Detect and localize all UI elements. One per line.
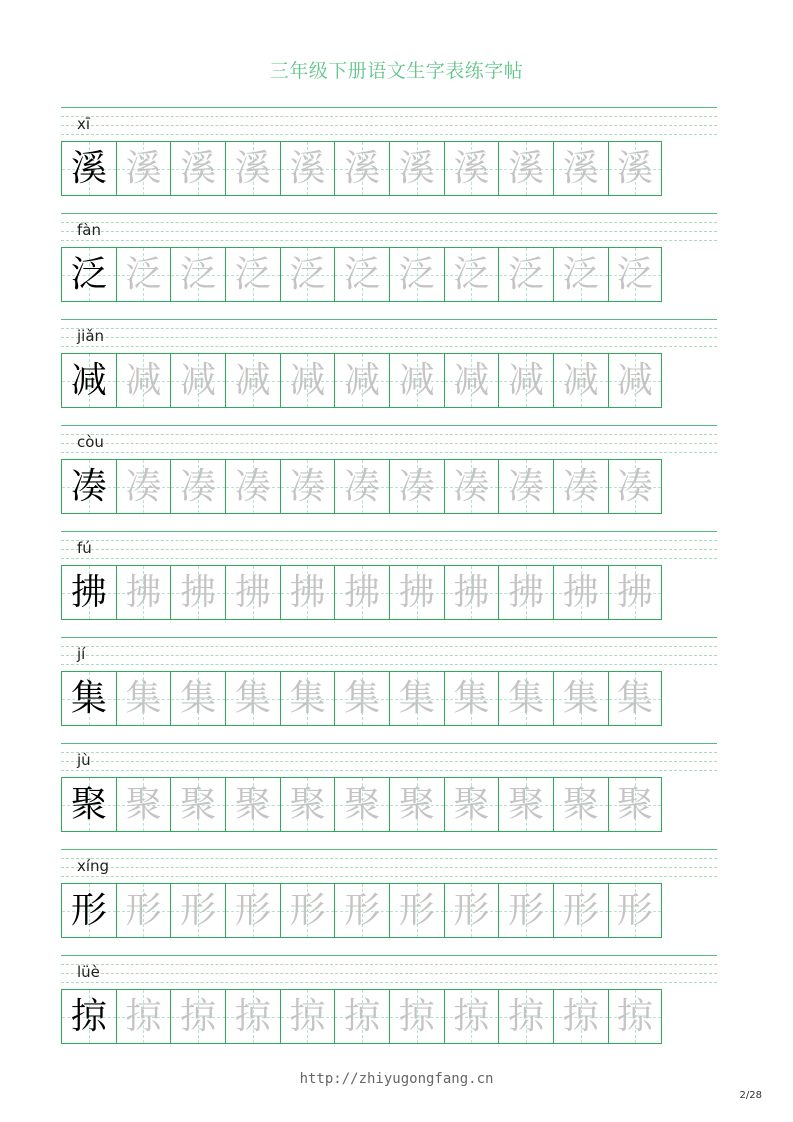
trace-character-cell	[444, 989, 499, 1044]
trace-character: 减	[344, 359, 381, 401]
trace-character-cell	[553, 671, 608, 726]
trace-character: 拂	[453, 571, 490, 613]
trace-character-cell	[116, 141, 171, 196]
trace-character: 泛	[453, 253, 490, 295]
trace-character-cell	[389, 459, 444, 514]
trace-character-cell	[444, 459, 499, 514]
pinyin-guide-line	[61, 531, 717, 532]
trace-character: 溪	[453, 147, 490, 189]
trace-character-cell	[170, 989, 225, 1044]
model-character: 泛	[70, 253, 107, 295]
practice-sheet	[61, 107, 717, 1061]
practice-row	[61, 955, 717, 1061]
footer-url: http://zhiyugongfang.cn	[299, 1071, 494, 1087]
trace-character: 集	[398, 677, 435, 719]
pinyin-guide-line	[61, 637, 717, 638]
pinyin-guide-line	[61, 549, 717, 550]
model-character-cell	[61, 989, 116, 1044]
pinyin-label: fàn	[77, 221, 101, 239]
trace-character: 集	[234, 677, 271, 719]
trace-character-cell	[116, 247, 171, 302]
trace-character-cell	[116, 883, 171, 938]
trace-character: 聚	[344, 783, 381, 825]
trace-character: 聚	[616, 783, 653, 825]
trace-character: 拂	[180, 571, 217, 613]
trace-character: 集	[453, 677, 490, 719]
trace-character: 掠	[344, 995, 381, 1037]
model-character-cell	[61, 459, 116, 514]
trace-character-cell	[116, 353, 171, 408]
trace-character-cell	[553, 883, 608, 938]
pinyin-guide-line	[61, 134, 717, 135]
trace-character-cell	[170, 353, 225, 408]
model-character: 溪	[70, 147, 107, 189]
trace-character-cell	[225, 777, 280, 832]
trace-character-cell	[116, 459, 171, 514]
trace-character: 形	[344, 889, 381, 931]
trace-character-cell	[170, 565, 225, 620]
pinyin-guide-line	[61, 849, 717, 850]
pinyin-guide-line	[61, 425, 717, 426]
model-character: 形	[70, 889, 107, 931]
pinyin-guide-line	[61, 964, 717, 965]
pinyin-band	[61, 425, 717, 458]
trace-character-cell	[608, 671, 663, 726]
trace-character: 聚	[508, 783, 545, 825]
trace-character: 减	[616, 359, 653, 401]
pinyin-label: jù	[77, 751, 91, 769]
practice-row	[61, 213, 717, 319]
trace-character-cell	[608, 353, 663, 408]
trace-character-cell	[553, 989, 608, 1044]
pinyin-label: jí	[77, 645, 86, 663]
trace-character: 泛	[344, 253, 381, 295]
character-grid	[61, 353, 717, 408]
trace-character: 凑	[344, 465, 381, 507]
trace-character: 凑	[398, 465, 435, 507]
trace-character-cell	[553, 247, 608, 302]
trace-character-cell	[389, 671, 444, 726]
pinyin-label: còu	[77, 433, 104, 451]
trace-character-cell	[225, 671, 280, 726]
pinyin-guide-line	[61, 858, 717, 859]
pinyin-guide-line	[61, 876, 717, 877]
trace-character: 凑	[234, 465, 271, 507]
trace-character-cell	[444, 141, 499, 196]
trace-character: 聚	[234, 783, 271, 825]
pinyin-guide-line	[61, 337, 717, 338]
trace-character-cell	[553, 777, 608, 832]
model-character-cell	[61, 141, 116, 196]
page-title: 三年级下册语文生字表练字帖	[269, 60, 524, 82]
pinyin-band	[61, 531, 717, 564]
trace-character: 凑	[289, 465, 326, 507]
pinyin-guide-line	[61, 346, 717, 347]
trace-character: 聚	[453, 783, 490, 825]
trace-character: 集	[562, 677, 599, 719]
trace-character-cell	[389, 777, 444, 832]
trace-character: 掠	[453, 995, 490, 1037]
trace-character: 溪	[344, 147, 381, 189]
trace-character-cell	[280, 777, 335, 832]
trace-character: 形	[234, 889, 271, 931]
trace-character-cell	[444, 883, 499, 938]
character-grid	[61, 141, 717, 196]
trace-character: 泛	[508, 253, 545, 295]
trace-character-cell	[280, 565, 335, 620]
trace-character: 掠	[180, 995, 217, 1037]
trace-character-cell	[553, 141, 608, 196]
trace-character: 溪	[125, 147, 162, 189]
practice-row	[61, 425, 717, 531]
character-grid	[61, 459, 717, 514]
trace-character-cell	[170, 777, 225, 832]
practice-row	[61, 107, 717, 213]
trace-character: 减	[125, 359, 162, 401]
trace-character: 泛	[398, 253, 435, 295]
pinyin-guide-line	[61, 770, 717, 771]
trace-character: 拂	[234, 571, 271, 613]
trace-character: 溪	[562, 147, 599, 189]
pinyin-band	[61, 955, 717, 988]
trace-character: 凑	[453, 465, 490, 507]
trace-character: 掠	[508, 995, 545, 1037]
trace-character: 集	[125, 677, 162, 719]
trace-character: 形	[180, 889, 217, 931]
character-grid	[61, 247, 717, 302]
trace-character-cell	[170, 883, 225, 938]
character-grid	[61, 565, 717, 620]
trace-character-cell	[498, 989, 553, 1044]
trace-character-cell	[389, 883, 444, 938]
trace-character: 拂	[562, 571, 599, 613]
trace-character-cell	[225, 141, 280, 196]
pinyin-guide-line	[61, 231, 717, 232]
trace-character-cell	[389, 247, 444, 302]
trace-character-cell	[608, 777, 663, 832]
practice-row	[61, 319, 717, 425]
pinyin-guide-line	[61, 655, 717, 656]
trace-character: 拂	[125, 571, 162, 613]
trace-character-cell	[608, 989, 663, 1044]
pinyin-guide-line	[61, 646, 717, 647]
pinyin-guide-line	[61, 434, 717, 435]
model-character: 掠	[70, 995, 107, 1037]
pinyin-guide-line	[61, 319, 717, 320]
trace-character: 集	[180, 677, 217, 719]
trace-character-cell	[553, 565, 608, 620]
trace-character-cell	[116, 565, 171, 620]
model-character-cell	[61, 883, 116, 938]
pinyin-guide-line	[61, 452, 717, 453]
pinyin-guide-line	[61, 752, 717, 753]
pinyin-label: jiǎn	[77, 327, 105, 345]
practice-row	[61, 531, 717, 637]
pinyin-band	[61, 637, 717, 670]
trace-character: 掠	[616, 995, 653, 1037]
pinyin-guide-line	[61, 558, 717, 559]
trace-character-cell	[498, 883, 553, 938]
pinyin-band	[61, 743, 717, 776]
trace-character-cell	[334, 989, 389, 1044]
pinyin-guide-line	[61, 867, 717, 868]
trace-character-cell	[225, 459, 280, 514]
trace-character-cell	[280, 459, 335, 514]
character-grid	[61, 883, 717, 938]
trace-character-cell	[334, 671, 389, 726]
pinyin-guide-line	[61, 328, 717, 329]
trace-character: 泛	[289, 253, 326, 295]
pinyin-band	[61, 107, 717, 140]
trace-character-cell	[389, 141, 444, 196]
trace-character-cell	[280, 671, 335, 726]
trace-character-cell	[608, 459, 663, 514]
trace-character: 泛	[616, 253, 653, 295]
trace-character-cell	[280, 141, 335, 196]
pinyin-guide-line	[61, 222, 717, 223]
pinyin-guide-line	[61, 973, 717, 974]
trace-character: 聚	[562, 783, 599, 825]
pinyin-guide-line	[61, 955, 717, 956]
trace-character-cell	[280, 883, 335, 938]
trace-character-cell	[280, 353, 335, 408]
model-character: 减	[70, 359, 107, 401]
trace-character: 掠	[398, 995, 435, 1037]
model-character-cell	[61, 353, 116, 408]
pinyin-band	[61, 849, 717, 882]
trace-character: 集	[508, 677, 545, 719]
trace-character: 减	[453, 359, 490, 401]
trace-character: 掠	[234, 995, 271, 1037]
pinyin-label: xī	[77, 115, 91, 133]
trace-character-cell	[116, 777, 171, 832]
pinyin-band	[61, 213, 717, 246]
trace-character-cell	[444, 353, 499, 408]
trace-character: 掠	[562, 995, 599, 1037]
trace-character: 拂	[508, 571, 545, 613]
pinyin-guide-line	[61, 664, 717, 665]
practice-row	[61, 637, 717, 743]
practice-row	[61, 849, 717, 955]
trace-character: 溪	[180, 147, 217, 189]
trace-character-cell	[334, 459, 389, 514]
trace-character: 形	[616, 889, 653, 931]
trace-character: 集	[616, 677, 653, 719]
trace-character: 减	[180, 359, 217, 401]
trace-character-cell	[498, 459, 553, 514]
pinyin-guide-line	[61, 125, 717, 126]
pinyin-guide-line	[61, 761, 717, 762]
trace-character-cell	[444, 671, 499, 726]
pinyin-guide-line	[61, 540, 717, 541]
trace-character-cell	[334, 565, 389, 620]
model-character: 拂	[70, 571, 107, 613]
trace-character-cell	[498, 353, 553, 408]
trace-character-cell	[170, 459, 225, 514]
trace-character: 拂	[616, 571, 653, 613]
trace-character-cell	[389, 353, 444, 408]
pinyin-guide-line	[61, 240, 717, 241]
trace-character-cell	[389, 989, 444, 1044]
trace-character: 溪	[398, 147, 435, 189]
pinyin-label: lüè	[77, 963, 100, 981]
trace-character-cell	[608, 247, 663, 302]
pinyin-band	[61, 319, 717, 352]
model-character: 聚	[70, 783, 107, 825]
trace-character-cell	[225, 989, 280, 1044]
trace-character: 形	[508, 889, 545, 931]
trace-character: 拂	[398, 571, 435, 613]
trace-character-cell	[334, 247, 389, 302]
trace-character-cell	[334, 353, 389, 408]
trace-character: 减	[508, 359, 545, 401]
trace-character: 凑	[616, 465, 653, 507]
model-character: 集	[70, 677, 107, 719]
trace-character-cell	[116, 671, 171, 726]
trace-character-cell	[170, 671, 225, 726]
trace-character-cell	[444, 247, 499, 302]
model-character-cell	[61, 565, 116, 620]
trace-character: 泛	[234, 253, 271, 295]
pinyin-guide-line	[61, 743, 717, 744]
pinyin-guide-line	[61, 443, 717, 444]
character-grid	[61, 989, 717, 1044]
pinyin-label: fú	[77, 539, 92, 557]
trace-character: 拂	[344, 571, 381, 613]
trace-character: 泛	[180, 253, 217, 295]
trace-character-cell	[116, 989, 171, 1044]
model-character-cell	[61, 671, 116, 726]
trace-character: 形	[125, 889, 162, 931]
trace-character-cell	[608, 565, 663, 620]
trace-character: 凑	[562, 465, 599, 507]
trace-character-cell	[170, 141, 225, 196]
trace-character: 溪	[234, 147, 271, 189]
trace-character: 凑	[508, 465, 545, 507]
trace-character-cell	[334, 141, 389, 196]
trace-character-cell	[225, 247, 280, 302]
trace-character: 聚	[289, 783, 326, 825]
trace-character: 掠	[125, 995, 162, 1037]
page-number: 2/28	[739, 1090, 762, 1101]
trace-character-cell	[225, 353, 280, 408]
trace-character-cell	[280, 989, 335, 1044]
pinyin-guide-line	[61, 213, 717, 214]
trace-character: 凑	[180, 465, 217, 507]
model-character: 凑	[70, 465, 107, 507]
trace-character: 溪	[508, 147, 545, 189]
character-grid	[61, 777, 717, 832]
trace-character-cell	[444, 565, 499, 620]
pinyin-guide-line	[61, 107, 717, 108]
trace-character-cell	[553, 353, 608, 408]
trace-character: 减	[562, 359, 599, 401]
trace-character-cell	[389, 565, 444, 620]
character-grid	[61, 671, 717, 726]
trace-character-cell	[498, 671, 553, 726]
trace-character-cell	[334, 777, 389, 832]
pinyin-guide-line	[61, 116, 717, 117]
trace-character-cell	[608, 883, 663, 938]
trace-character: 减	[398, 359, 435, 401]
trace-character: 泛	[562, 253, 599, 295]
trace-character-cell	[498, 565, 553, 620]
trace-character-cell	[498, 141, 553, 196]
trace-character: 掠	[289, 995, 326, 1037]
trace-character: 形	[289, 889, 326, 931]
trace-character: 聚	[125, 783, 162, 825]
trace-character: 溪	[289, 147, 326, 189]
trace-character: 形	[453, 889, 490, 931]
trace-character: 拂	[289, 571, 326, 613]
trace-character-cell	[608, 141, 663, 196]
model-character-cell	[61, 247, 116, 302]
trace-character-cell	[225, 565, 280, 620]
trace-character-cell	[225, 883, 280, 938]
trace-character-cell	[444, 777, 499, 832]
trace-character: 减	[289, 359, 326, 401]
pinyin-guide-line	[61, 982, 717, 983]
trace-character: 集	[289, 677, 326, 719]
model-character-cell	[61, 777, 116, 832]
trace-character: 凑	[125, 465, 162, 507]
trace-character-cell	[280, 247, 335, 302]
trace-character: 溪	[616, 147, 653, 189]
trace-character-cell	[498, 777, 553, 832]
trace-character: 形	[562, 889, 599, 931]
trace-character-cell	[334, 883, 389, 938]
pinyin-label: xíng	[77, 857, 110, 875]
trace-character-cell	[553, 459, 608, 514]
trace-character-cell	[498, 247, 553, 302]
trace-character: 集	[344, 677, 381, 719]
practice-row	[61, 743, 717, 849]
trace-character: 聚	[180, 783, 217, 825]
trace-character: 形	[398, 889, 435, 931]
trace-character: 泛	[125, 253, 162, 295]
trace-character-cell	[170, 247, 225, 302]
trace-character: 聚	[398, 783, 435, 825]
trace-character: 减	[234, 359, 271, 401]
